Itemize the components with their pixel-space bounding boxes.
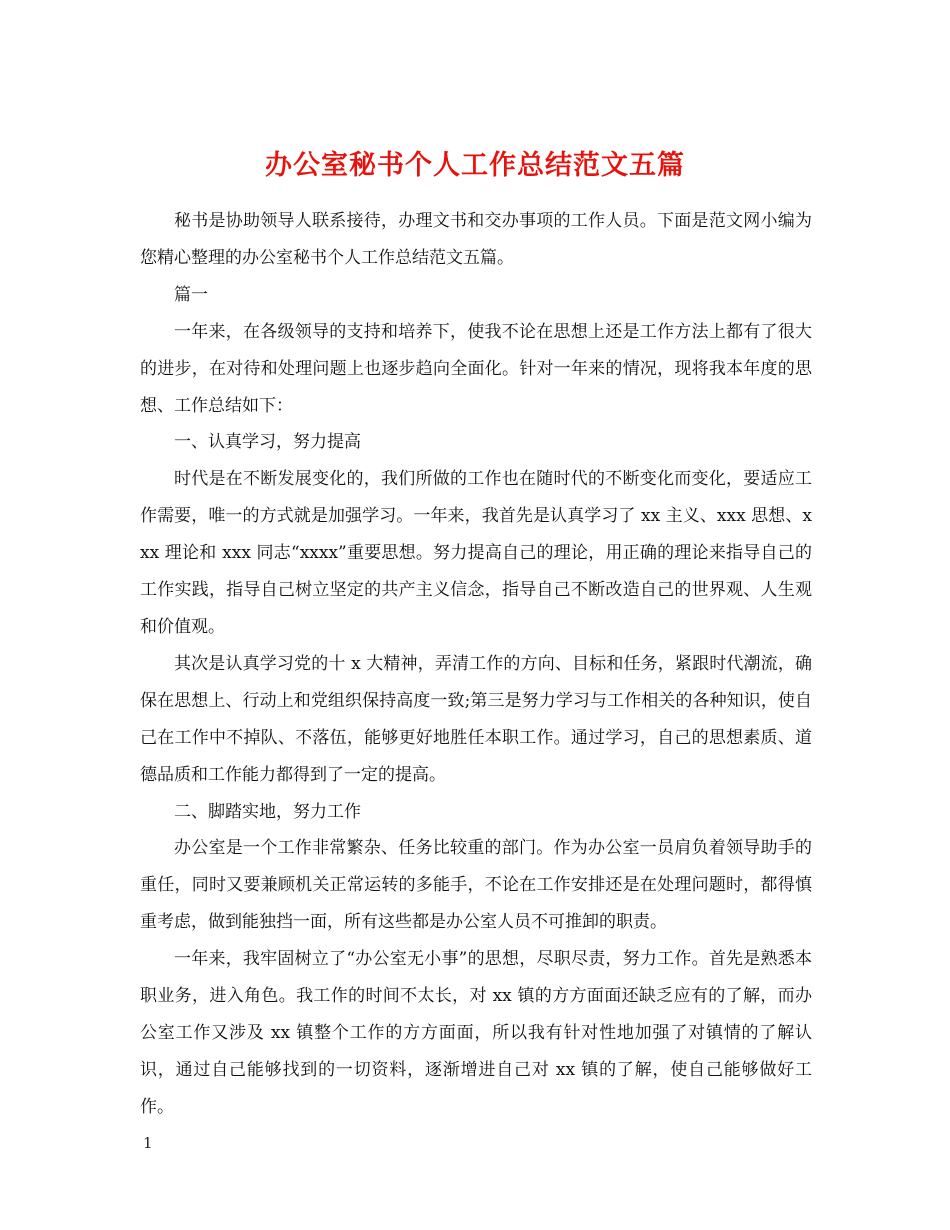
paragraph-intro: 秘书是协助领导人联系接待，办理文书和交办事项的工作人员。下面是范文网小编为您精心整理的办公室秘书个人工作总结范文五篇。: [140, 211, 812, 268]
document-body: [140, 203, 812, 1126]
paragraph-section-label: 篇一: [174, 284, 208, 305]
paragraph-study-2: 其次是认真学习党的十 x 大精神，弄清工作的方向、目标和任务，紧跟时代潮流，确保在思想上、行动上和党组织保持高度一致;第三是努力学习与工作相关的各种知识，使自己在工作中不掉队、不落伍，能够更好地胜任本职工作。通过学习，自己的思想素质、道德品质和工作能力都得到了一定的提高。: [140, 653, 812, 785]
paragraph-study-1: 时代是在不断发展变化的，我们所做的工作也在随时代的不断变化而变化，要适应工作需要，唯一的方式就是加强学习。一年来，我首先是认真学习了 xx 主义、xxx 思想、xxx 理论和 xxx 同志“xxxx”重要思想。努力提高自己的理论，用正确的理论来指导自己的工作实践，指导自己树立坚定的共产主义信念，指导自己不断改造自己的世界观、人生观和价值观。: [140, 469, 812, 637]
paragraph-work-2: 一年来，我牢固树立了“办公室无小事”的思想，尽职尽责，努力工作。首先是熟悉本职业务，进入角色。我工作的时间不太长，对 xx 镇的方方面面还缺乏应有的了解，而办公室工作又涉及 xx 镇整个工作的方方面面，所以我有针对性地加强了对镇情的了解认识，通过自己能够找到的一切资料，逐渐增进自己对 xx 镇的了解，使自己能够做好工作。: [140, 949, 812, 1117]
paragraph-overview: 一年来，在各级领导的支持和培养下，使我不论在思想上还是工作方法上都有了很大的进步，在对待和处理问题上也逐步趋向全面化。针对一年来的情况，现将我本年度的思想、工作总结如下：: [140, 321, 812, 416]
paragraph-work-1: 办公室是一个工作非常繁杂、任务比较重的部门。作为办公室一员肩负着领导助手的重任，同时又要兼顾机关正常运转的多能手，不论在工作安排还是在处理问题时，都得慎重考虑，做到能独挡一面，所有这些都是办公室人员不可推卸的职责。: [140, 838, 812, 933]
heading-study: 一、认真学习，努力提高: [174, 432, 361, 453]
page-number: 1: [143, 1134, 153, 1152]
heading-work: 二、脚踏实地，努力工作: [174, 801, 361, 822]
document-title: 办公室秘书个人工作总结范文五篇: [265, 150, 685, 182]
